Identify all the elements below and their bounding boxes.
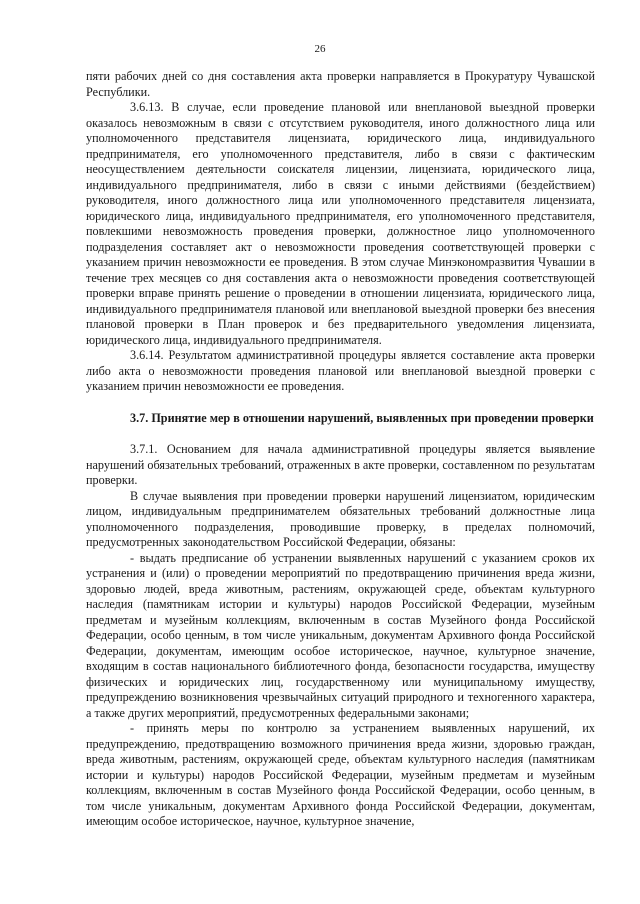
list-item-issue-order: - выдать предписание об устранении выявленных нарушений с указанием сроков их устранения и (или) о проведении мероприятий по предотвращению причинения вреда жизни, здоровью людей, вреда животным, растениям, окружающей среде, объектам культурного наследия (памятникам истории и культуры) народов Российской Федерации, музейным предметам и музейным коллекциям, включенным в состав Музейного фонда Российской Федерации, особо ценным, в том числе уникальным, документам Архивного фонда Российской Федерации, документам, имеющим особое историческое, научное, культурное значение, входящим в состав национального библиотечного фонда, безопасности государства, имуществу физических и юридических лиц, государственному или муниципальному имуществу, предупреждению возникновения чрезвычайных ситуаций природного и техногенного характера, а также других мероприятий, предусмотренных федеральными законами; <box>86 550 595 720</box>
paragraph-continuation: пяти рабочих дней со дня составления акта проверки направляется в Прокуратуру Чувашской Республики. <box>86 69 595 99</box>
page-number: 26 <box>314 43 326 55</box>
paragraph-3-6-14: 3.6.14. Результатом административной процедуры является составление акта проверки либо акта о невозможности проведения плановой или внеплановой выездной проверки с указанием причин невозможности ее проведения. <box>86 348 595 393</box>
paragraph-obligations-intro: В случае выявления при проведении проверки нарушений лицензиатом, юридическим лицом, индивидуальным предпринимателем обязательных требований должностные лица уполномоченного подразделения, проводившие проверку, в пределах полномочий, предусмотренных законодательством Российской Федерации, обязаны: <box>86 488 595 549</box>
paragraph-3-6-13: 3.6.13. В случае, если проведение плановой или внеплановой выездной проверки оказалось невозможным в связи с отсутствием руководителя, иного должностного лица или уполномоченного представителя лицензиата, юридического лица, индивидуального предпринимателя, его уполномоченного представителя, либо в связи с фактическим неосуществлением деятельности соискателя лицензии, лицензиата, юридического лица, индивидуального предпринимателя, либо в связи с иными действиями (бездействием) руководителя, иного должностного лица или уполномоченного представителя лицензиата, юридического лица, индивидуального предпринимателя, его уполномоченного представителя, повлекшими невозможность проведения проверки, должностное лицо уполномоченного подразделения составляет акт о невозможности проведения соответствующей проверки с указанием причин невозможности ее проведения. В этом случае Минэкономразвития Чувашии в течение трех месяцев со дня составления акта о невозможности проведения соответствующей проверки вправе принять решение о проведении в отношении лицензиата, юридического лица, индивидуального предпринимателя плановой или внеплановой выездной проверки без внесения плановой проверки в План проверок и без предварительного уведомления лицензиата, юридического лица, индивидуального предпринимателя. <box>86 100 595 347</box>
spacer <box>86 395 595 411</box>
section-heading-3-7: 3.7. Принятие мер в отношении нарушений, выявленных при проведении проверки <box>130 410 594 425</box>
list-item-take-measures: - принять меры по контролю за устранением выявленных нарушений, их предупреждению, предотвращению возможного причинения вреда жизни, здоровью граждан, вреда животным, растениям, окружающей среде, объектам культурного наследия (памятникам истории и культуры) народов Российской Федерации, музейным предметам и музейным коллекциям, включенным в состав Музейного фонда Российской Федерации, особо ценным, в том числе уникальным, документам Архивного фонда Российской Федерации, документам, имеющим особое историческое, научное, культурное значение, <box>86 721 595 828</box>
document-body <box>86 69 595 830</box>
spacer <box>86 426 595 442</box>
paragraph-3-7-1: 3.7.1. Основанием для начала административной процедуры является выявление нарушений обязательных требований, отраженных в акте проверки, составленном по результатам проверки. <box>86 442 595 487</box>
